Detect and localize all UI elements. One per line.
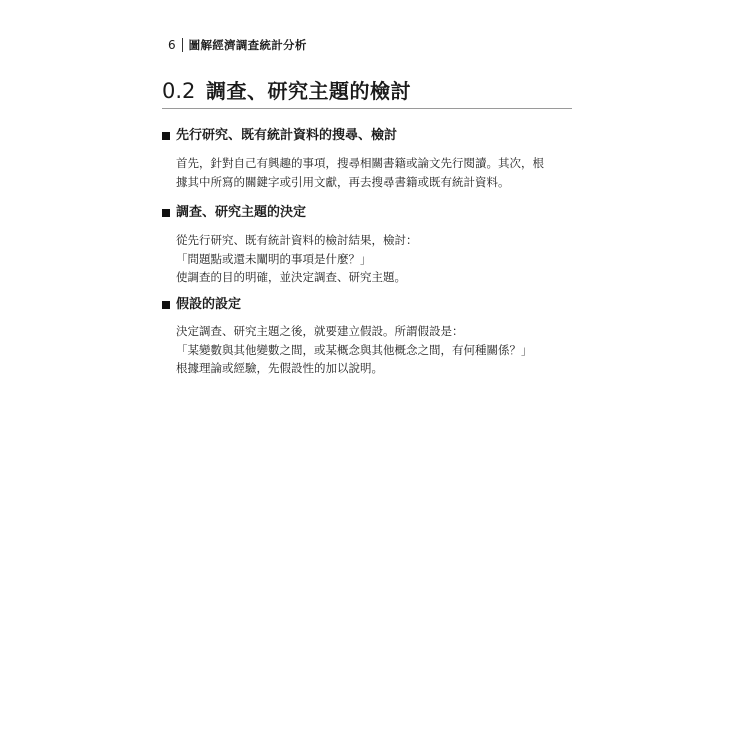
paragraph-line: 使調查的目的明確，並決定調查、研究主題。 [176, 270, 406, 284]
book-title: 圖解經濟調查統計分析 [188, 38, 307, 52]
square-bullet-icon [162, 301, 170, 309]
paragraph-line: 從先行研究、既有統計資料的檢討結果，檢討： [176, 233, 418, 247]
paragraph-line: 決定調查、研究主題之後，就要建立假設。所謂假設是： [176, 324, 464, 338]
running-header [168, 37, 307, 53]
section-header [162, 78, 572, 109]
subsection-heading-text: 假設的設定 [176, 297, 242, 312]
square-bullet-icon [162, 209, 170, 217]
subsection-heading-text: 先行研究、既有統計資料的搜尋、檢討 [176, 128, 398, 143]
subsection-heading-topic-decision [162, 204, 306, 222]
paragraph-line: 「問題點或還未闡明的事項是什麼？」 [176, 251, 372, 266]
paragraph-line: 首先，針對自己有興趣的事項，搜尋相關書籍或論文先行閱讀。其次，根 [176, 156, 544, 170]
paragraph-line: 「某變數與其他變數之間，或某概念與其他概念之間，有何種關係？」 [176, 342, 533, 357]
page-number: 6 [168, 38, 176, 52]
subsection-heading-hypothesis [162, 296, 241, 314]
paragraph-topic-decision [176, 231, 576, 287]
square-bullet-icon [162, 132, 170, 140]
section-title: 調查、研究主題的檢討 [206, 79, 411, 103]
subsection-heading-literature-search [162, 127, 397, 145]
paragraph-line: 根據理論或經驗，先假設性的加以說明。 [176, 361, 383, 375]
header-divider [182, 38, 183, 52]
paragraph-literature-search [176, 154, 576, 191]
paragraph-hypothesis [176, 322, 576, 378]
section-number: 0.2 [162, 79, 196, 103]
subsection-heading-text: 調查、研究主題的決定 [176, 205, 307, 220]
paragraph-line: 據其中所寫的關鍵字或引用文獻，再去搜尋書籍或既有統計資料。 [176, 174, 510, 189]
